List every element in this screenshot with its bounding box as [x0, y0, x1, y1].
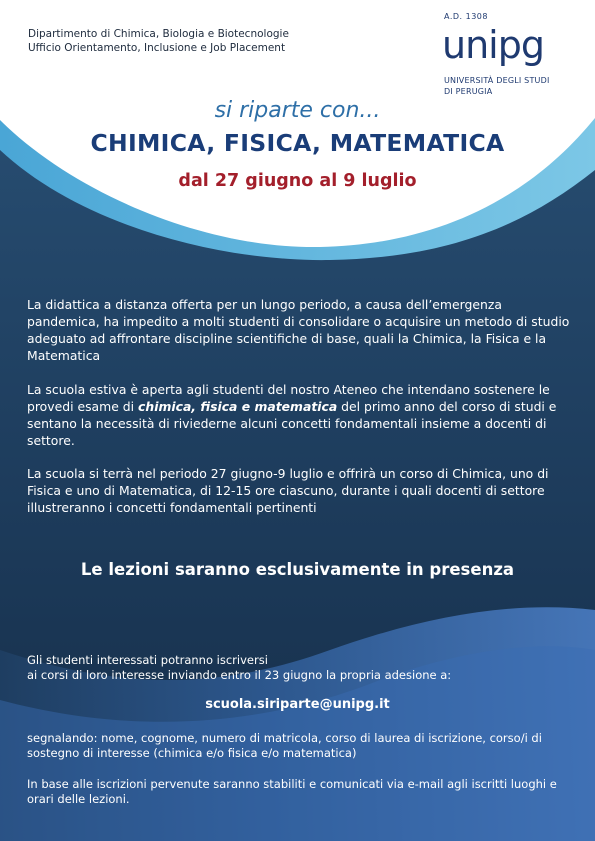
paragraph-summer-school-text-a: La scuola estiva è aperta agli studenti del nostro Ateneo che intendano sostenere le provedi esame di [27, 382, 550, 414]
department-header [28, 27, 289, 55]
logo-year: A.D. 1308 [444, 12, 488, 21]
logo-wordmark: unipg [442, 23, 544, 67]
registration-line2: ai corsi di loro interesse inviando entro il 23 giugno la propria adesione a: [27, 668, 452, 682]
department-name: Dipartimento di Chimica, Biologia e Biotecnologie [28, 28, 289, 40]
subtitle: si riparte con... [214, 98, 381, 123]
page-title: CHIMICA, FISICA, MATEMATICA [90, 129, 505, 157]
paragraph-schedule: La scuola si terrà nel periodo 27 giugno-9 luglio e offrirà un corso di Chimica, uno di Fisica e uno di Matematica, di 12-15 ore ciascuno, durante i quali docenti di settore illustreranno i concetti fondamentali pertinenti [27, 466, 549, 515]
paragraph-intro: La didattica a distanza offerta per un lungo periodo, a causa dell’emergenza pandemica, ha impedito a molti studenti di consolidare o acquisire un metodo di studio adeguato ad affrontare discipline scientifiche di base, quali la Chimica, la Fisica e la Matematica [27, 297, 570, 363]
required-fields-info: segnalando: nome, cognome, numero di matricola, corso di laurea di iscrizione, corso/i di sostegno di interesse (chimica e/o fisica e/o matematica) [27, 731, 542, 760]
logo-university-line2: DI PERUGIA [444, 87, 493, 96]
paragraph-summer-school-emphasis: chimica, fisica e matematica [138, 399, 338, 414]
in-person-notice: Le lezioni saranno esclusivamente in presenza [80, 560, 515, 579]
contact-email-link[interactable]: scuola.siriparte@unipg.it [205, 697, 390, 712]
logo-university-line1: UNIVERSITÀ DEGLI STUDI [444, 76, 550, 85]
paragraph-summer-school-text-b: del primo anno del corso di studi e sentano la necessità di riviederne alcuni concetti fondamentali insieme a docenti di settore. [27, 399, 557, 448]
paragraph-summer-school [27, 381, 572, 449]
registration-info [27, 653, 572, 683]
unipg-logo [428, 12, 578, 107]
date-range: dal 27 giugno al 9 luglio [178, 171, 417, 191]
logo-university-name [444, 75, 550, 97]
schedule-notice: In base alle iscrizioni pervenute saranno stabiliti e comunicati via e-mail agli iscritti luoghi e orari delle lezioni. [27, 777, 557, 806]
registration-line1: Gli studenti interessati potranno iscriversi [27, 653, 268, 667]
office-name: Ufficio Orientamento, Inclusione e Job Placement [28, 42, 286, 54]
